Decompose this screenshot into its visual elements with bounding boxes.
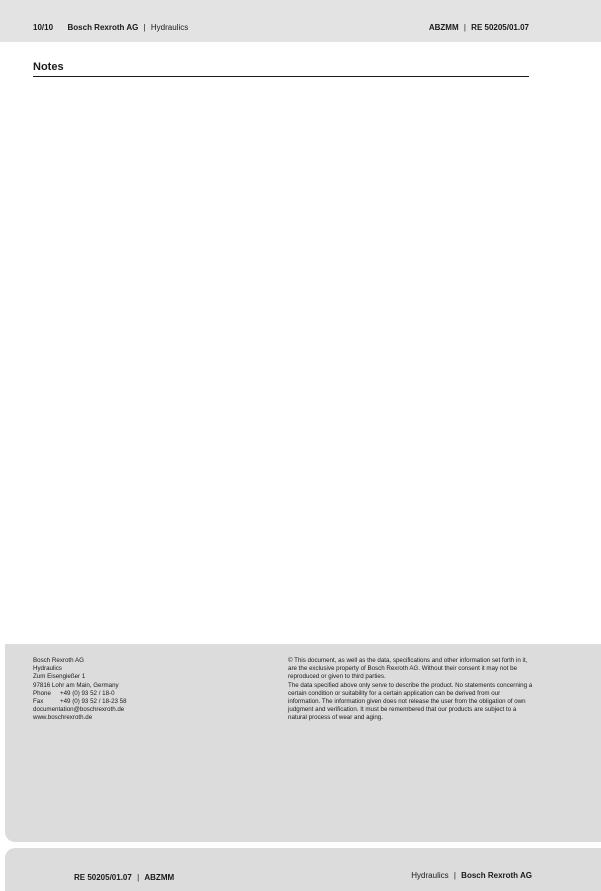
header-separator-right: | <box>463 23 466 32</box>
header-right <box>429 23 529 32</box>
disclaimer-notice: The data specified above only serve to describe the product. No statements concerning a certain condition or suitability for a certain application can be derived from our information. The information given does not release the user from the obligation of own judgment and verification. It must be remembered that our products are subject to a natural process of wear and aging. <box>288 681 533 722</box>
footer-legal <box>288 657 533 723</box>
bottom-left <box>74 873 174 882</box>
address-fax-line <box>33 698 127 706</box>
header-separator: | <box>143 23 146 32</box>
header-left <box>33 23 188 32</box>
bottom-company: Bosch Rexroth AG <box>461 871 532 880</box>
notes-title: Notes <box>33 61 64 73</box>
page-number: 10/10 <box>33 23 54 32</box>
address-email: documentation@boschrexroth.de <box>33 706 125 714</box>
header-company: Bosch Rexroth AG <box>67 23 139 32</box>
phone-number: +49 (0) 93 52 / 18-0 <box>60 689 115 697</box>
bottom-separator: | <box>137 873 140 882</box>
fax-number: +49 (0) 93 52 / 18-23 58 <box>60 698 127 706</box>
next-page-band <box>5 848 601 891</box>
address-website: www.boschrexroth.de <box>33 714 93 722</box>
address-city: 97816 Lohr am Main, Germany <box>33 681 119 689</box>
notes-rule <box>33 76 529 77</box>
header-doc-number: RE 50205/01.07 <box>471 23 529 32</box>
address-division: Hydraulics <box>33 665 62 673</box>
address-phone-line <box>33 690 127 698</box>
address-street: Zum Eisengießer 1 <box>33 673 86 681</box>
bottom-division: Hydraulics <box>411 871 449 880</box>
page-header <box>0 0 601 42</box>
bottom-product: ABZMM <box>144 873 175 882</box>
header-division: Hydraulics <box>150 23 189 32</box>
address-company: Bosch Rexroth AG <box>33 657 84 664</box>
footer-address <box>33 657 127 723</box>
phone-label: Phone <box>33 689 51 697</box>
bottom-doc-number: RE 50205/01.07 <box>74 873 132 882</box>
header-product: ABZMM <box>428 23 459 32</box>
bottom-right <box>411 871 532 880</box>
bottom-separator-right: | <box>453 871 456 880</box>
copyright-notice: © This document, as well as the data, specifications and other information set forth in it, are the exclusive property of Bosch Rexroth AG. Without their consent it may not be reproduced or given to third parties. <box>288 657 528 681</box>
fax-label: Fax <box>33 698 44 706</box>
